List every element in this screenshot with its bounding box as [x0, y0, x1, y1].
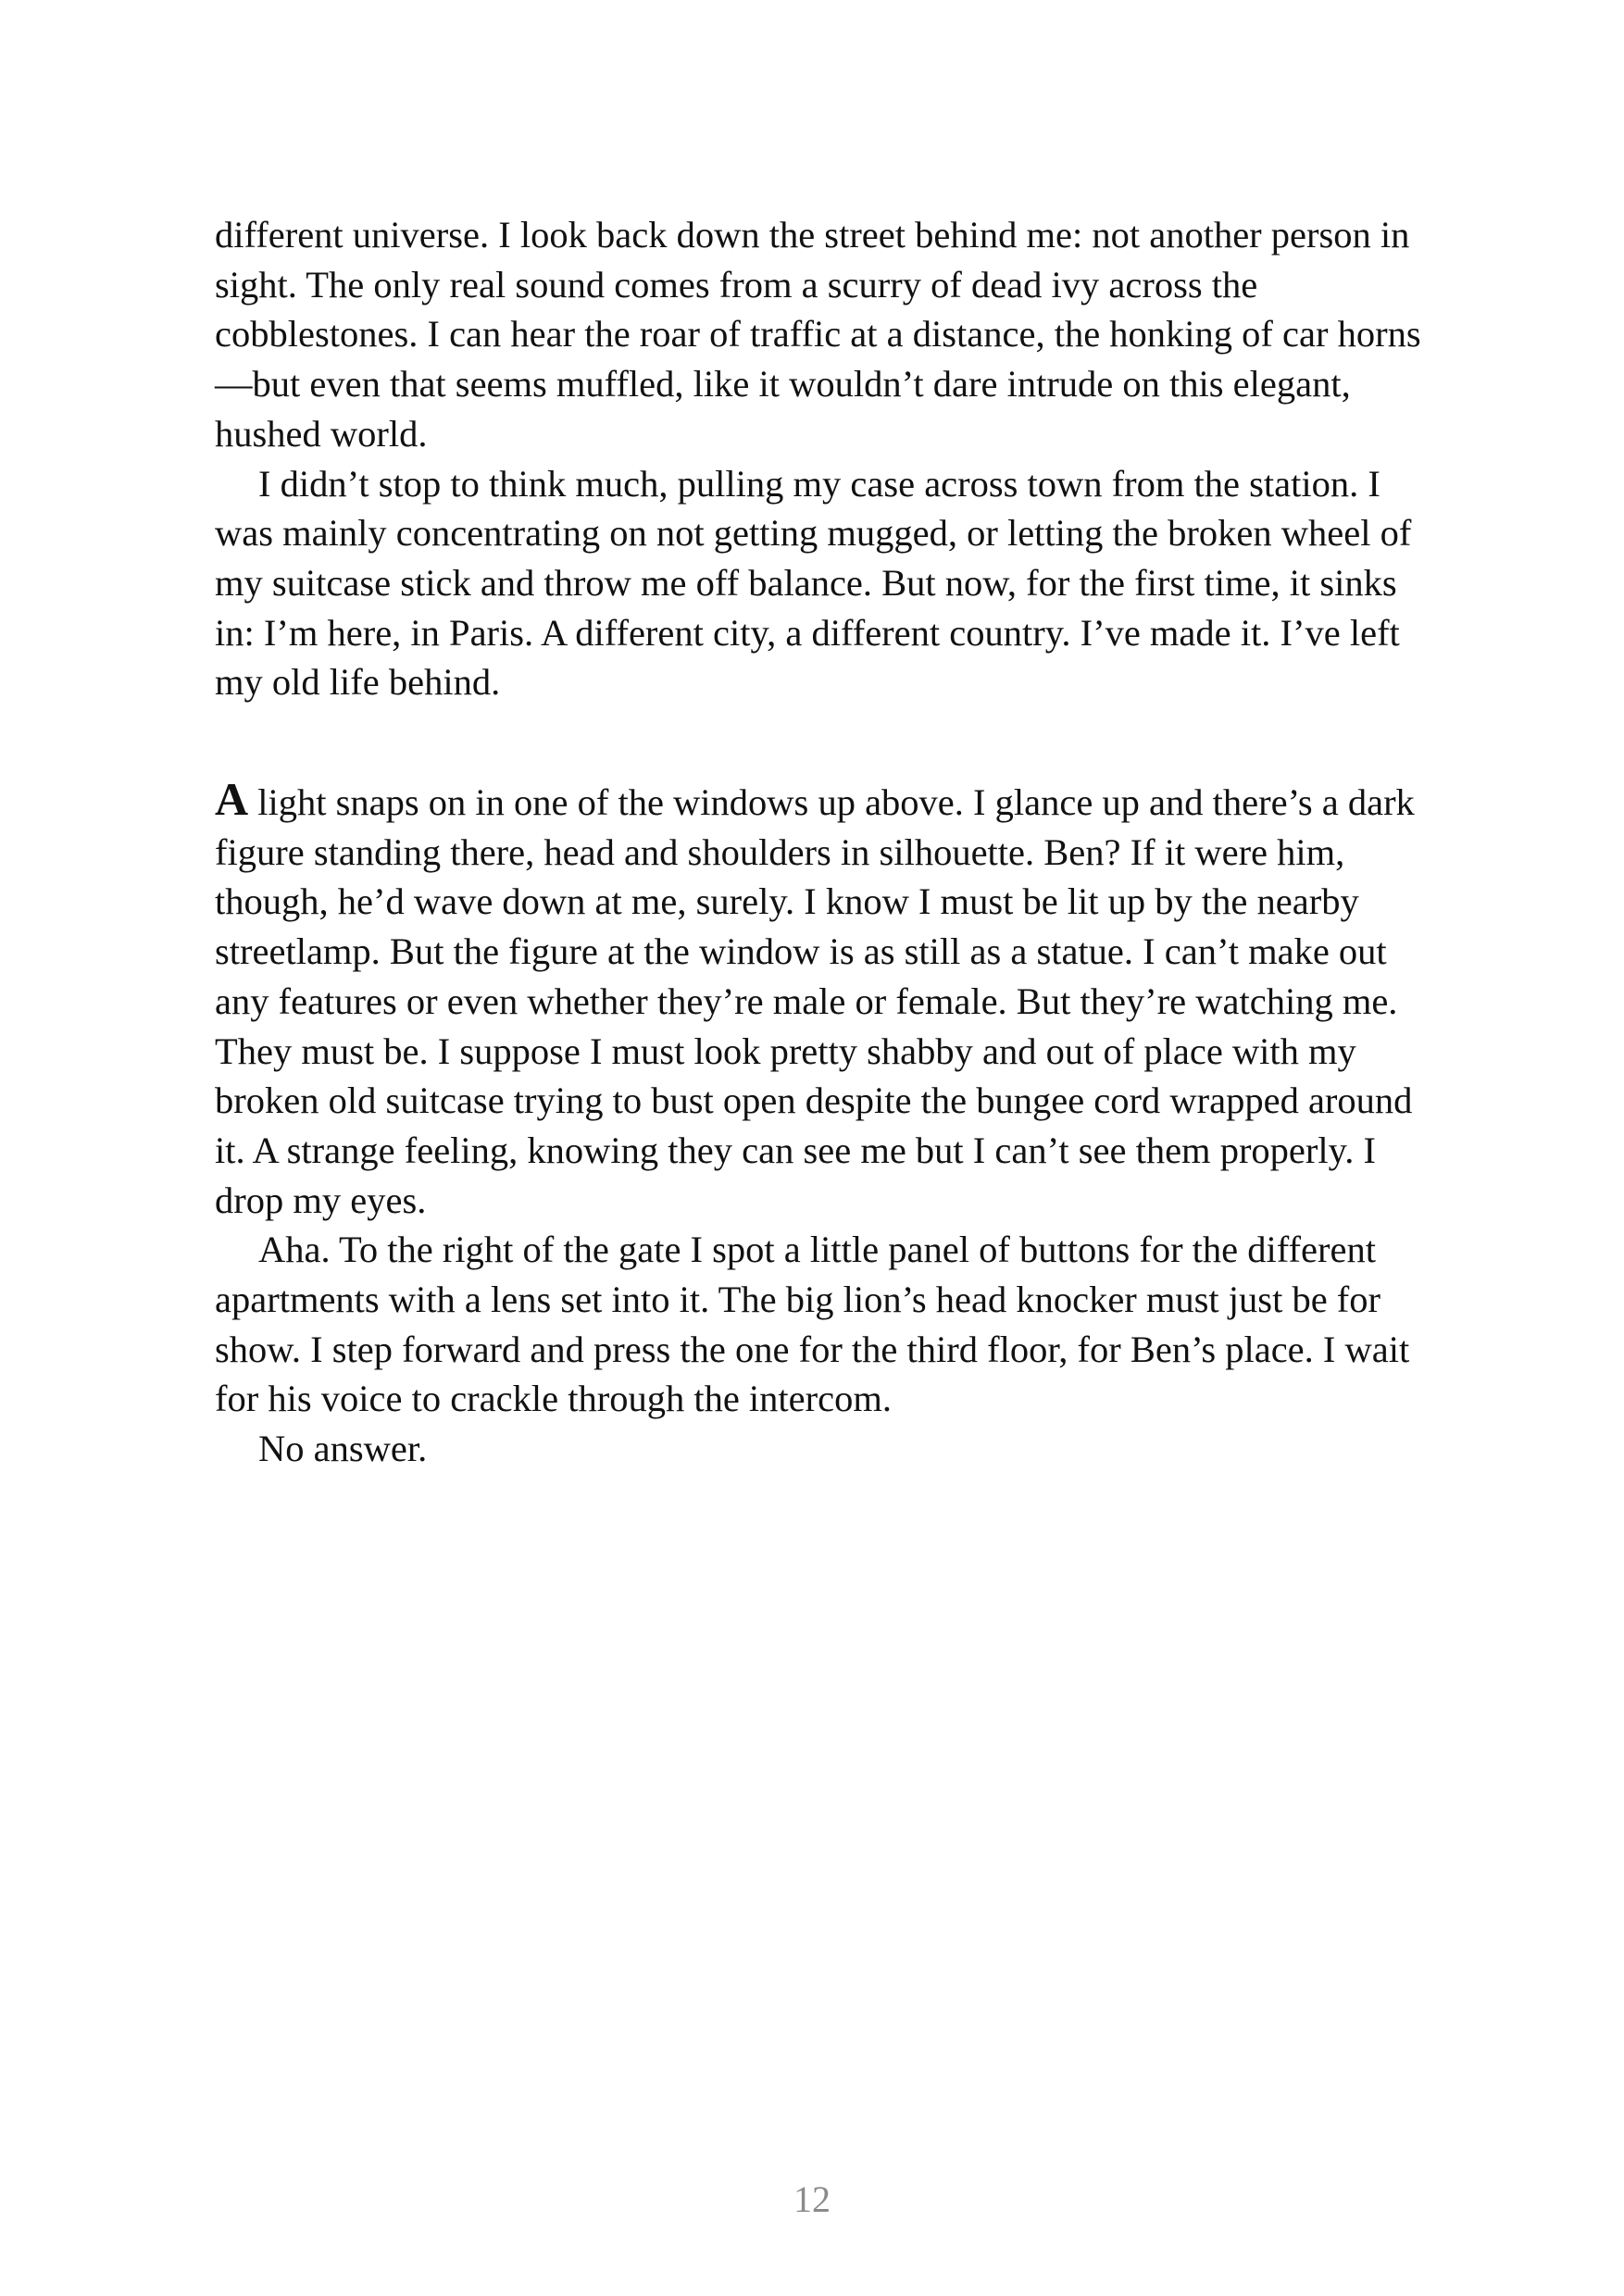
- section-opening-letter: A: [215, 773, 249, 825]
- paragraph-text: light snaps on in one of the windows up above. I glance up and there’s a dark figure standing there, head and shoulders in silhouette. Ben? If it were him, though, he’d wave down at me, surely. I know I must be lit up by the nearby streetlamp. But the figure at the window is as still as a statue. I can’t make out any features or even whether they’re male or female. But they’re watching me. They must be. I suppose I must look pretty shabby and out of place with my broken old suitcase trying to bust open despite the bungee cord wrapped around it. A strange feeling, knowing they can see me but I can’t see them properly. I drop my eyes.: [215, 781, 1415, 1221]
- text-section-1: [215, 210, 1428, 707]
- paragraph: No answer.: [258, 1428, 428, 1470]
- paragraph: I didn’t stop to think much, pulling my case across town from the station. I was mainly concentrating on not getting mugged, or letting the broken wheel of my suitcase stick and throw me off balance. But now, for the first time, it sinks in: I’m here, in Paris. A different city, a different country. I’ve made it. I’ve left my old life behind.: [215, 462, 1412, 704]
- text-section-2: [215, 773, 1428, 1474]
- page-number: 12: [793, 2178, 831, 2220]
- paragraph: different universe. I look back down the street behind me: not another person in sight. The only real sound comes from a scurry of dead ivy across the cobblestones. I can hear the roar of traffic at a distance, the honking of car horns—but even that seems muffled, like it wouldn’t dare intrude on this elegant, hushed world.: [215, 214, 1421, 455]
- paragraph: Aha. To the right of the gate I spot a little panel of buttons for the different apartments with a lens set into it. The big lion’s head knocker must just be for show. I step forward and press the one for the third floor, for Ben’s place. I wait for his voice to crackle through the intercom.: [215, 1229, 1410, 1420]
- section-opening-paragraph: [215, 773, 1428, 1225]
